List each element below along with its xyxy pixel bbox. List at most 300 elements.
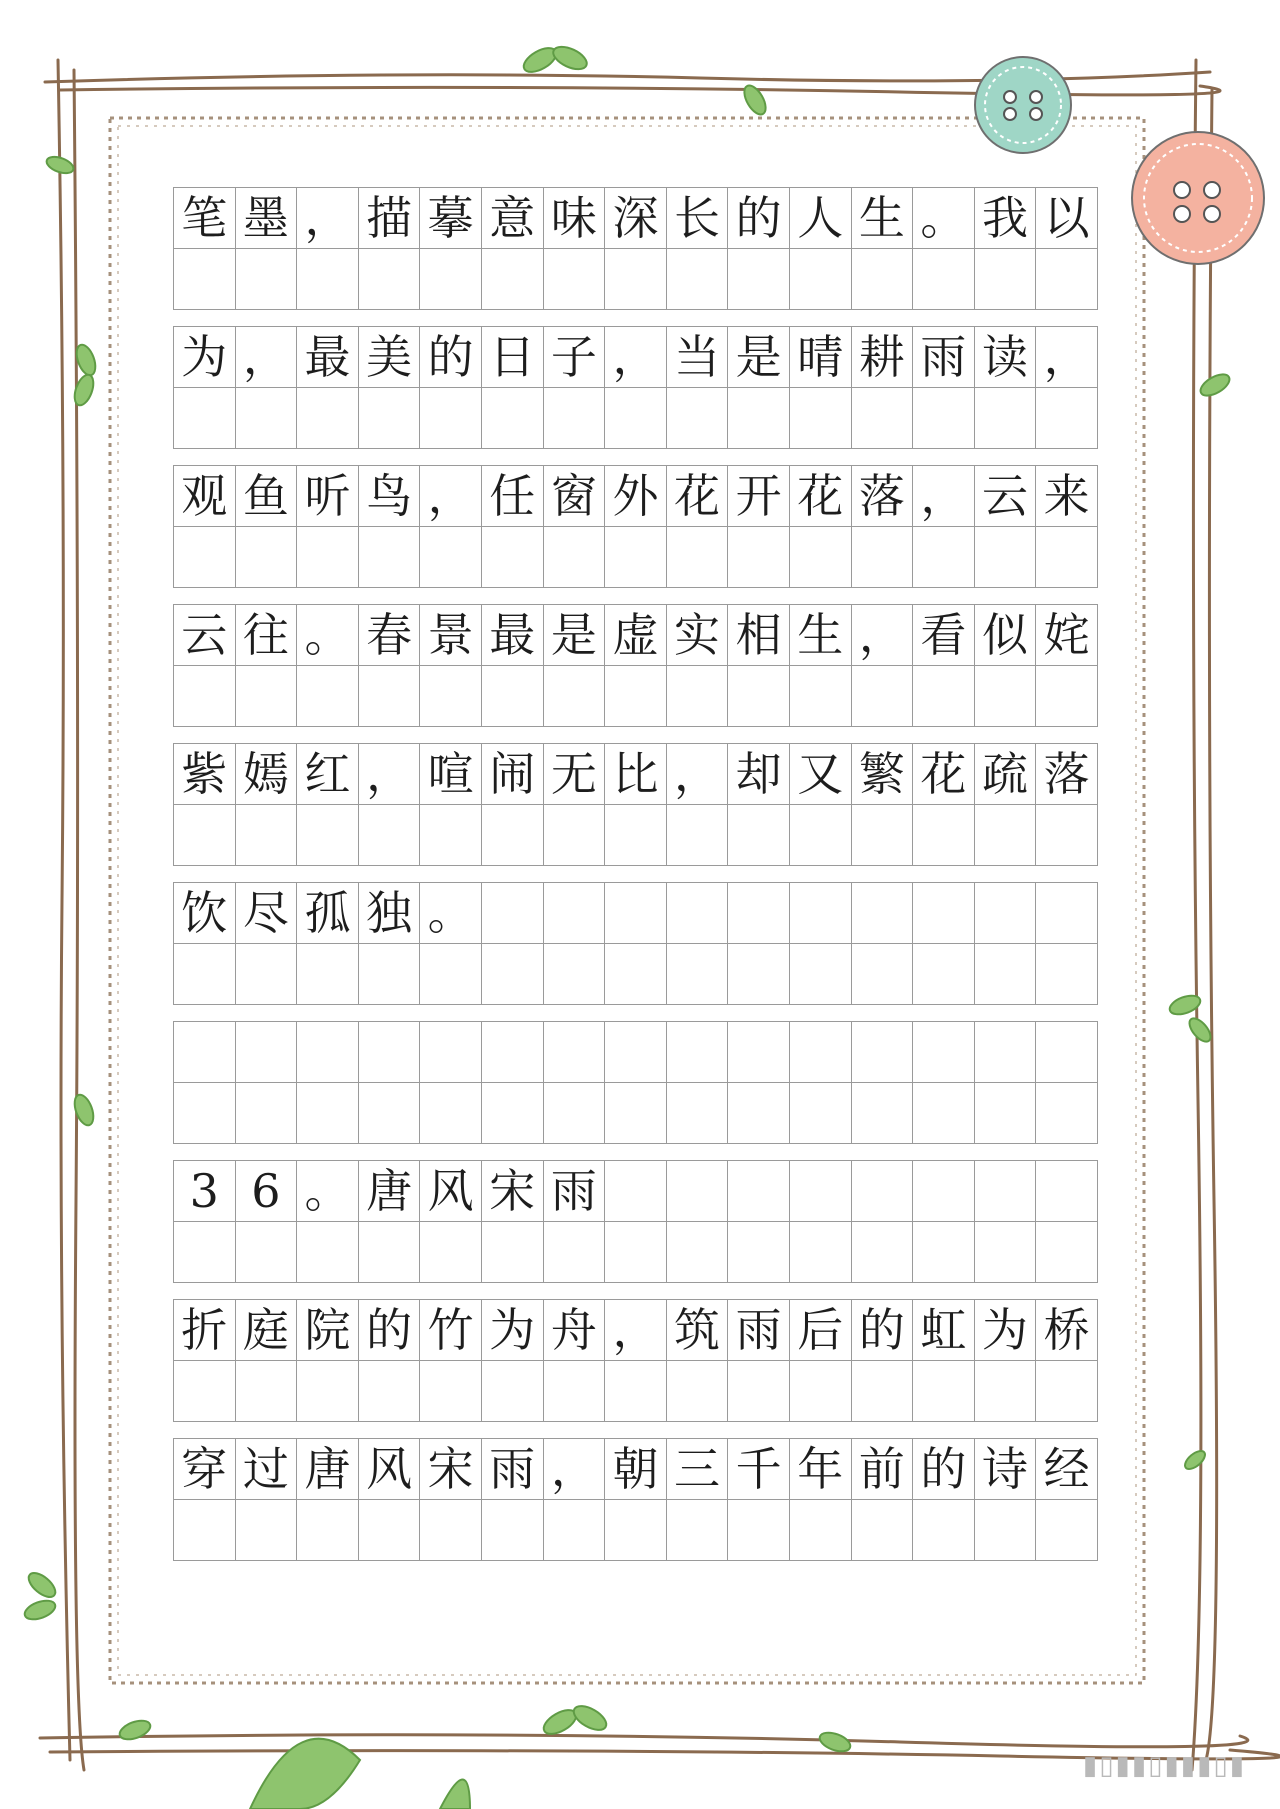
grid-cell [173,1021,236,1083]
grid-cell [789,943,852,1005]
grid-cell [481,526,544,588]
grid-cell [235,665,298,727]
grid-cell [358,1082,421,1144]
grid-cell: 舟 [543,1299,606,1361]
grid-cell [173,1499,236,1561]
text-row [174,1161,1114,1222]
grid-cell [481,1499,544,1561]
grid-cell [481,1082,544,1144]
grid-cell: 外 [604,465,667,527]
text-row [174,883,1114,944]
grid-cell: 闹 [481,743,544,805]
grid-cell [173,526,236,588]
grid-cell: ， [1035,326,1098,388]
grid-cell [419,1082,482,1144]
grid-cell [481,665,544,727]
grid-cell: 深 [604,187,667,249]
grid-cell [543,387,606,449]
button-decoration-1 [975,57,1071,153]
grid-cell: 的 [727,187,790,249]
grid-cell [358,1021,421,1083]
grid-cell [789,804,852,866]
grid-cell [173,665,236,727]
text-row [174,1300,1114,1361]
grid-cell [543,248,606,310]
grid-cell [481,1360,544,1422]
grid-cell: 春 [358,604,421,666]
grid-cell: 的 [358,1299,421,1361]
grid-cell [974,526,1037,588]
grid-cell [419,943,482,1005]
grid-cell: 我 [974,187,1037,249]
blank-row [174,249,1114,310]
grid-cell [912,1021,975,1083]
grid-cell [727,248,790,310]
grid-cell: 生 [851,187,914,249]
grid-cell: 往 [235,604,298,666]
grid-cell [727,882,790,944]
grid-cell: 鱼 [235,465,298,527]
grid-cell [666,665,729,727]
grid-cell [912,248,975,310]
grid-cell [296,1021,359,1083]
grid-cell [851,943,914,1005]
grid-cell [358,1360,421,1422]
grid-cell [296,1082,359,1144]
text-row [174,188,1114,249]
grid-cell [851,1160,914,1222]
grid-cell [727,387,790,449]
grid-cell: 最 [481,604,544,666]
blank-row [174,1500,1114,1561]
grid-cell [419,1499,482,1561]
grid-cell [604,1221,667,1283]
grid-cell: 6 [235,1160,298,1222]
grid-cell [666,1360,729,1422]
grid-cell [1035,1499,1098,1561]
grid-cell [481,1021,544,1083]
grid-cell: 无 [543,743,606,805]
grid-cell [358,526,421,588]
grid-cell [604,526,667,588]
grid-cell [235,1082,298,1144]
grid-cell [419,1360,482,1422]
grid-cell [974,1360,1037,1422]
grid-cell: 笔 [173,187,236,249]
grid-cell [851,665,914,727]
grid-cell: 。 [912,187,975,249]
grid-cell [604,1160,667,1222]
grid-cell [851,1221,914,1283]
grid-cell: 的 [851,1299,914,1361]
grid-cell [543,943,606,1005]
grid-cell: 。 [296,604,359,666]
grid-cell: 千 [727,1438,790,1500]
grid-cell [851,882,914,944]
grid-cell [235,1221,298,1283]
grid-cell [604,943,667,1005]
grid-cell [173,248,236,310]
grid-cell: 桥 [1035,1299,1098,1361]
grid-cell [1035,943,1098,1005]
grid-cell [604,1499,667,1561]
grid-cell [604,1021,667,1083]
grid-cell: 意 [481,187,544,249]
grid-cell: 嫣 [235,743,298,805]
text-row [174,1439,1114,1500]
grid-cell [789,1021,852,1083]
grid-cell [235,1499,298,1561]
grid-cell: 诗 [974,1438,1037,1500]
grid-cell [543,882,606,944]
grid-cell: 竹 [419,1299,482,1361]
grid-cell [912,1499,975,1561]
grid-cell: 耕 [851,326,914,388]
grid-cell: ， [358,743,421,805]
grid-cell [358,387,421,449]
grid-cell [235,943,298,1005]
grid-cell [727,804,790,866]
watermark-glyphs: ▮▯▮▮▯▮▮▮▯▮ [1082,1751,1246,1781]
grid-cell: 花 [666,465,729,527]
grid-cell [543,1021,606,1083]
grid-cell [912,665,975,727]
grid-cell: 美 [358,326,421,388]
grid-cell [912,1160,975,1222]
grid-cell [727,526,790,588]
grid-cell: 院 [296,1299,359,1361]
grid-cell [419,1221,482,1283]
grid-cell: 读 [974,326,1037,388]
grid-cell: 三 [666,1438,729,1500]
grid-cell: 云 [974,465,1037,527]
grid-cell [789,1499,852,1561]
grid-cell: 雨 [481,1438,544,1500]
grid-cell: 窗 [543,465,606,527]
grid-cell: 庭 [235,1299,298,1361]
grid-cell: 的 [419,326,482,388]
grid-cell [974,387,1037,449]
grid-cell [789,526,852,588]
grid-cell: ， [912,465,975,527]
grid-cell [481,804,544,866]
grid-cell [851,526,914,588]
grid-cell: 。 [296,1160,359,1222]
grid-cell: 宋 [481,1160,544,1222]
grid-cell: 是 [543,604,606,666]
grid-cell: 任 [481,465,544,527]
grid-cell [912,1360,975,1422]
grid-cell: 唐 [296,1438,359,1500]
grid-cell [173,943,236,1005]
grid-cell [1035,1160,1098,1222]
grid-cell [419,387,482,449]
grid-cell: 风 [358,1438,421,1500]
grid-cell: ， [543,1438,606,1500]
grid-cell: 云 [173,604,236,666]
grid-cell: 描 [358,187,421,249]
grid-cell [912,526,975,588]
grid-cell: ， [604,326,667,388]
grid-cell [974,1160,1037,1222]
grid-cell [912,943,975,1005]
grid-cell: 尽 [235,882,298,944]
grid-cell: 喧 [419,743,482,805]
grid-cell: 孤 [296,882,359,944]
grid-cell [358,1221,421,1283]
grid-cell [1035,882,1098,944]
grid-cell: 日 [481,326,544,388]
grid-cell [974,665,1037,727]
grid-cell [296,943,359,1005]
grid-cell [604,665,667,727]
grid-cell: 虹 [912,1299,975,1361]
grid-cell [912,1082,975,1144]
grid-cell: 为 [481,1299,544,1361]
grid-cell: 景 [419,604,482,666]
grid-cell [666,1499,729,1561]
grid-cell: 味 [543,187,606,249]
grid-cell [666,1082,729,1144]
grid-cell: 为 [974,1299,1037,1361]
grid-cell: 的 [912,1438,975,1500]
grid-cell: 经 [1035,1438,1098,1500]
grid-cell [1035,526,1098,588]
grid-cell: 落 [1035,743,1098,805]
blank-row [174,805,1114,866]
blank-row [174,666,1114,727]
grid-cell [666,943,729,1005]
grid-cell [481,387,544,449]
grid-cell [727,1360,790,1422]
grid-cell: ， [296,187,359,249]
grid-cell: ， [419,465,482,527]
grid-cell: 前 [851,1438,914,1500]
grid-cell: 以 [1035,187,1098,249]
grid-cell [419,526,482,588]
grid-cell [1035,665,1098,727]
grid-cell: 花 [789,465,852,527]
grid-cell [727,1221,790,1283]
grid-cell [851,1082,914,1144]
grid-cell [851,387,914,449]
grid-cell [974,1082,1037,1144]
grid-cell [666,387,729,449]
grid-cell [358,665,421,727]
grid-cell [666,804,729,866]
grid-cell [1035,1021,1098,1083]
grid-cell [173,1082,236,1144]
grid-cell [604,1082,667,1144]
grid-cell: 为 [173,326,236,388]
grid-cell [789,1160,852,1222]
blank-row [174,944,1114,1005]
grid-cell [851,804,914,866]
grid-cell [974,882,1037,944]
grid-cell [851,248,914,310]
grid-cell [543,1082,606,1144]
blank-row [174,1361,1114,1422]
grid-cell [666,526,729,588]
grid-cell: ， [666,743,729,805]
grid-cell [974,1221,1037,1283]
grid-cell: 相 [727,604,790,666]
grid-cell [481,248,544,310]
grid-cell [543,804,606,866]
grid-cell: 落 [851,465,914,527]
grid-cell [974,1021,1037,1083]
grid-cell: 观 [173,465,236,527]
grid-cell: 又 [789,743,852,805]
grid-cell [604,804,667,866]
grid-cell [543,665,606,727]
grid-cell: 红 [296,743,359,805]
grid-cell [543,1360,606,1422]
grid-cell: 朝 [604,1438,667,1500]
grid-cell [727,1082,790,1144]
grid-cell [912,387,975,449]
writing-grid [174,188,1114,1561]
grid-cell [296,1221,359,1283]
grid-cell: 疏 [974,743,1037,805]
grid-cell [604,882,667,944]
grid-cell [358,248,421,310]
grid-cell [1035,804,1098,866]
grid-cell: 却 [727,743,790,805]
grid-cell [235,804,298,866]
grid-cell [789,387,852,449]
grid-cell [235,526,298,588]
grid-cell [666,248,729,310]
grid-cell [419,665,482,727]
grid-cell [727,1499,790,1561]
grid-cell [727,1160,790,1222]
grid-cell: 。 [419,882,482,944]
grid-cell: 风 [419,1160,482,1222]
grid-cell: 看 [912,604,975,666]
grid-cell [358,943,421,1005]
grid-cell [1035,387,1098,449]
grid-cell [419,1021,482,1083]
grid-cell: 后 [789,1299,852,1361]
grid-cell [235,1021,298,1083]
grid-cell: 开 [727,465,790,527]
grid-cell [543,526,606,588]
grid-cell [789,1221,852,1283]
text-row [174,605,1114,666]
grid-cell: 子 [543,326,606,388]
button-decoration-2 [1132,132,1264,264]
grid-cell [789,665,852,727]
grid-cell [727,1021,790,1083]
grid-cell [666,1021,729,1083]
grid-cell [419,248,482,310]
blank-row [174,1083,1114,1144]
grid-cell [173,1221,236,1283]
grid-cell: 实 [666,604,729,666]
grid-cell [666,882,729,944]
grid-cell: 唐 [358,1160,421,1222]
grid-cell: 筑 [666,1299,729,1361]
grid-cell [358,804,421,866]
grid-cell [789,1360,852,1422]
grid-cell: 折 [173,1299,236,1361]
grid-cell [974,1499,1037,1561]
grid-cell [296,526,359,588]
grid-cell [851,1360,914,1422]
grid-cell [173,1360,236,1422]
blank-row [174,1222,1114,1283]
grid-cell [1035,1082,1098,1144]
grid-cell [789,248,852,310]
grid-cell [974,943,1037,1005]
grid-cell [296,387,359,449]
grid-cell: 似 [974,604,1037,666]
grid-cell: 长 [666,187,729,249]
grid-cell [296,248,359,310]
grid-cell: 晴 [789,326,852,388]
grid-cell [912,804,975,866]
grid-cell [173,387,236,449]
grid-cell [419,804,482,866]
text-row [174,327,1114,388]
grid-cell: 生 [789,604,852,666]
grid-cell [481,882,544,944]
grid-cell [974,248,1037,310]
grid-cell [1035,1360,1098,1422]
grid-cell: 花 [912,743,975,805]
grid-cell: ， [604,1299,667,1361]
grid-cell [912,1221,975,1283]
grid-cell [851,1499,914,1561]
grid-cell: 虚 [604,604,667,666]
grid-cell: 过 [235,1438,298,1500]
grid-cell [789,882,852,944]
grid-cell: 雨 [912,326,975,388]
grid-cell: 紫 [173,743,236,805]
grid-cell [235,387,298,449]
grid-cell: 人 [789,187,852,249]
grid-cell: 饮 [173,882,236,944]
grid-cell: 宋 [419,1438,482,1500]
grid-cell: 鸟 [358,465,421,527]
grid-cell [604,1360,667,1422]
grid-cell [235,248,298,310]
grid-cell [296,665,359,727]
grid-cell: 姹 [1035,604,1098,666]
grid-cell [543,1499,606,1561]
grid-cell [1035,1221,1098,1283]
grid-cell: 年 [789,1438,852,1500]
grid-cell: 墨 [235,187,298,249]
grid-cell [604,248,667,310]
grid-cell [974,804,1037,866]
grid-cell: 穿 [173,1438,236,1500]
grid-cell [481,943,544,1005]
grid-cell [666,1160,729,1222]
blank-row [174,388,1114,449]
grid-cell: 当 [666,326,729,388]
grid-cell [173,804,236,866]
grid-cell [296,804,359,866]
text-row [174,466,1114,527]
grid-cell [727,943,790,1005]
grid-cell: 摹 [419,187,482,249]
grid-cell: 比 [604,743,667,805]
grid-cell: 雨 [727,1299,790,1361]
grid-cell: 繁 [851,743,914,805]
grid-cell [912,882,975,944]
